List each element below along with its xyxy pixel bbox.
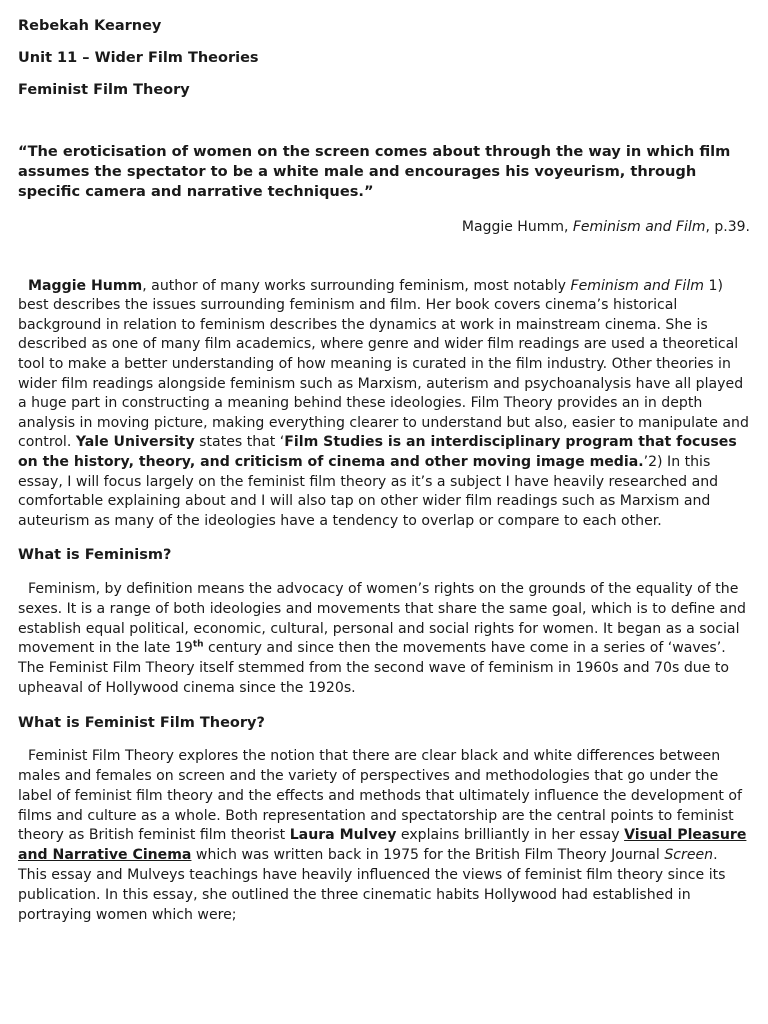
intro-quote: Film Studies is an interdisciplinary program that focuses on the history, theory, and criticism of cinema and other moving image media.: [18, 434, 737, 470]
fft-theorist-name: Laura Mulvey: [289, 827, 397, 844]
author-name: Rebekah Kearney: [18, 18, 162, 34]
citation-page: , p.39.: [705, 218, 750, 235]
intro-text-1: , author of many works surrounding feminism, most notably: [142, 277, 571, 294]
quote-citation: [18, 217, 750, 237]
fft-paragraph: [18, 747, 750, 925]
feminism-text-1: Feminism, by definition means the advocacy of women’s rights on the grounds of the equality of the sexes. It is a range of both ideologies and movements that share the same goal, which is to define and establish equal political, economic, cultural, personal and social rights for women. It began as a social movement in the late 19: [18, 580, 746, 657]
opening-quote: “The eroticisation of women on the screen comes about through the way in which film assumes the spectator to be a white male and encourages his voyeurism, through specific camera and narrative techniques.”: [18, 143, 731, 200]
intro-book-title: Feminism and Film: [570, 277, 704, 294]
topic-title: Feminist Film Theory: [18, 82, 190, 98]
intro-author-name: Maggie Humm: [28, 277, 143, 294]
superscript-th: th: [192, 639, 204, 650]
citation-author: Maggie Humm,: [461, 218, 573, 235]
section-heading-fft: What is Feminist Film Theory?: [18, 714, 265, 731]
intro-paragraph: [18, 277, 750, 532]
fft-text-1: Feminist Film Theory explores the notion that there are clear black and white differences between males and females on screen and the variety of perspectives and methodologies that go under the label of feminist film theory and the effects and methods that ultimately influence the development of films and culture as a whole. Both representation and spectatorship are the central points to feminist theory as British feminist film theorist: [18, 748, 742, 844]
intro-org-name: Yale University: [75, 434, 195, 451]
section-heading-feminism: What is Feminism?: [18, 547, 172, 564]
fft-text-2: explains brilliantly in her essay: [396, 827, 625, 844]
citation-book-title: Feminism and Film: [572, 218, 706, 235]
fft-text-4: . This essay and Mulveys teachings have heavily influenced the views of feminist film theory since its publication. In this essay, she outlined the three cinematic habits Hollywood had established in portraying women which were;: [18, 847, 726, 923]
intro-text-3: states that ‘: [194, 434, 285, 451]
fft-journal-title: Screen: [664, 847, 714, 864]
feminism-text-2: century and since then the movements have come in a series of ‘waves’. The Feminist Film Theory itself stemmed from the second wave of feminism in 1960s and 70s due to upheaval of Hollywood cinema since the 1920s.: [18, 640, 729, 696]
intro-text-4: ’2) In this essay, I will focus largely on the feminist film theory as it’s a subject I have heavily researched and comfortable explaining about and I will also tap on other wider film readings such as Marxism and auteurism as many of the ideologies have a tendency to overlap or compare to each other.: [18, 453, 719, 529]
feminism-paragraph: [18, 580, 750, 699]
fft-text-3: which was written back in 1975 for the British Film Theory Journal: [191, 847, 665, 864]
intro-text-2: 1) best describes the issues surrounding feminism and film. Her book covers cinema’s historical background in relation to feminism describes the dynamics at work in mainstream cinema. She is described as one of many film academics, where genre and wider film readings are used a theoretical tool to make a better understanding of how meaning is curated in the film industry. Other theories in wider film readings alongside feminism such as Marxism, auterism and psychoanalysis have all played a huge part in constructing a meaning behind these ideologies. Film Theory provides an in depth analysis in moving picture, making everything clearer to understand but also, easier to manipulate and control.: [18, 277, 749, 451]
unit-title: Unit 11 – Wider Film Theories: [18, 50, 259, 66]
fft-essay-title: Visual Pleasure and Narrative Cinema: [18, 827, 747, 864]
